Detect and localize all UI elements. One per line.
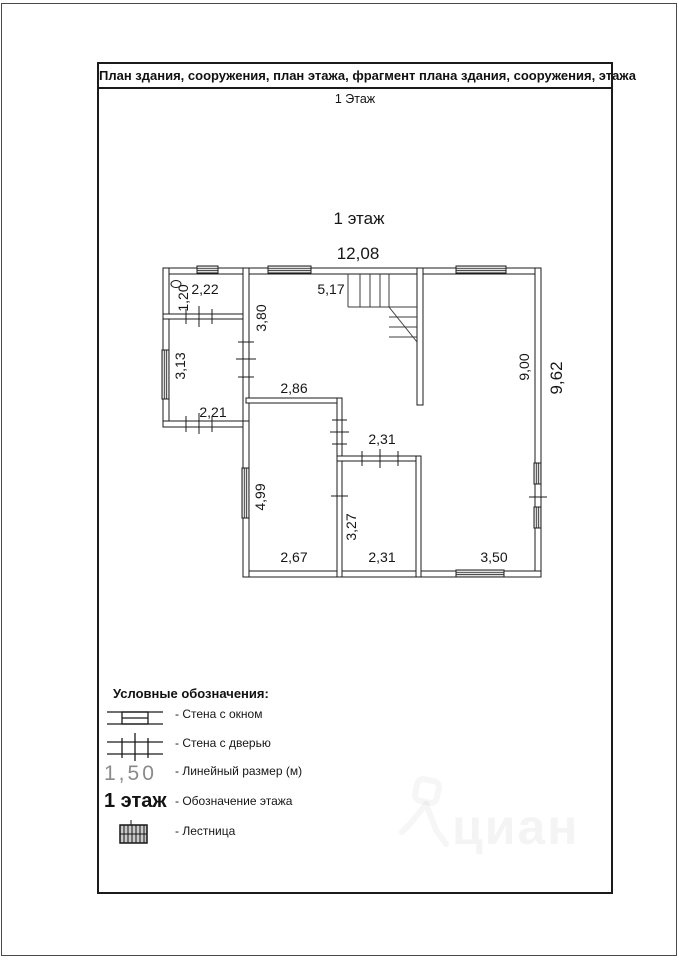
legend-label-linear-size: - Линейный размер (м): [175, 764, 303, 778]
legend-label-wall-door: - Стена с дверью: [175, 736, 271, 750]
dim-room-l-width: 2,21: [199, 404, 227, 420]
window-symbol: [534, 507, 541, 528]
wall-door-icon: [107, 733, 163, 761]
dim-hall-top-height: 3,80: [253, 304, 269, 332]
wall-window-icon: [107, 704, 163, 728]
dim-room-tl-width: 2,22: [191, 281, 219, 297]
wall-wing-bottom: [163, 421, 249, 427]
document-subtitle: 1 Этаж: [334, 92, 376, 106]
window-symbol: [242, 468, 249, 518]
window-symbol: [268, 266, 311, 273]
dim-hall-mid-width: 2,86: [280, 380, 308, 396]
stairs-symbol: [348, 274, 417, 342]
wall-wing-left: [163, 268, 169, 427]
wall-hall-bottom: [246, 398, 342, 403]
legend-label-floor: - Обозначение этажа: [175, 794, 293, 808]
window-symbol: [162, 350, 169, 399]
wall-right: [535, 268, 541, 577]
dim-room-bl-width: 2,67: [280, 549, 308, 565]
window-symbol: [534, 463, 541, 484]
dim-room-bm-width: 2,31: [368, 549, 396, 565]
window-symbol: [456, 570, 504, 577]
plan-title: 1 этаж: [333, 209, 385, 228]
legend-sample-floor: 1 этаж: [104, 790, 167, 812]
wall-room-r-left: [417, 268, 423, 405]
wall-room-tl-bottom: [163, 314, 249, 319]
dim-overall-height: 9,62: [547, 361, 566, 395]
dim-room-bl-height: 4,99: [252, 483, 268, 511]
wall-room-bm-right: [416, 456, 421, 577]
window-symbol: [197, 266, 218, 273]
watermark-text: [452, 798, 579, 856]
dim-corridor-width: 2,31: [368, 431, 396, 447]
legend-label-wall-window: - Стена с окном: [175, 707, 263, 721]
wall-room-bm-top: [337, 456, 420, 461]
legend-label-stairs: - Лестница: [175, 824, 236, 838]
watermark-pin-icon: [396, 772, 456, 857]
dim-hall-top-width: 5,17: [317, 281, 345, 297]
dim-overall-width: 12,08: [336, 244, 380, 263]
dim-room-r-height: 9,00: [516, 353, 532, 381]
dim-room-br-width: 3,50: [480, 549, 508, 565]
window-symbol: [456, 266, 506, 273]
stairs-icon: [119, 820, 149, 846]
wall-room-bl-right: [337, 398, 342, 577]
dim-room-bm-height: 3,27: [343, 513, 359, 541]
dim-room-l-height: 3,13: [172, 352, 188, 380]
document-title: План здания, сооружения, план этажа, фрагмент плана здания, сооружения, этажа: [99, 64, 611, 89]
legend-sample-linear-size: 1,50: [104, 762, 157, 785]
legend-heading: Условные обозначения:: [113, 686, 269, 701]
dim-room-tl-height: 1,20: [175, 284, 191, 312]
